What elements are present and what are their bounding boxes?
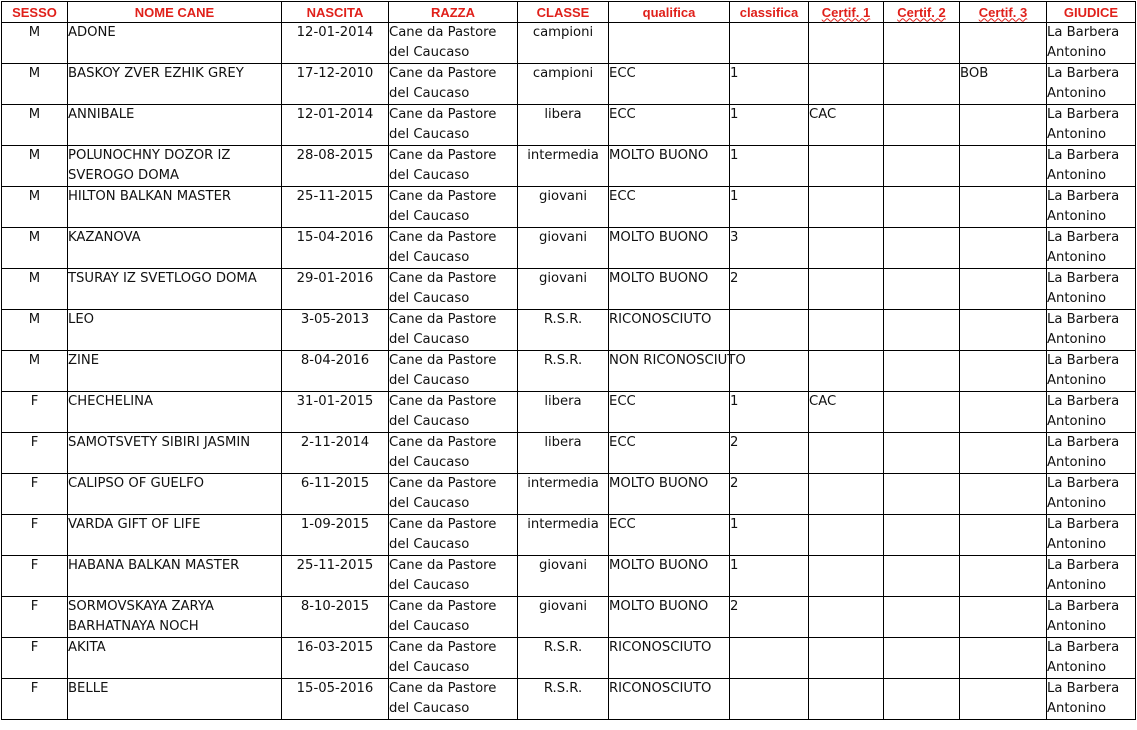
cell-qualifica: MOLTO BUONO xyxy=(609,474,730,515)
cell-razza: Cane da Pastore del Caucaso xyxy=(389,679,518,720)
cell-nascita: 28-08-2015 xyxy=(282,146,389,187)
table-row xyxy=(2,433,1136,474)
cell-giudice: La Barbera Antonino xyxy=(1047,187,1136,228)
cell-nome-cane: AKITA xyxy=(68,638,282,679)
cell-certif-2 xyxy=(884,392,960,433)
cell-giudice: La Barbera Antonino xyxy=(1047,64,1136,105)
cell-qualifica: RICONOSCIUTO xyxy=(609,638,730,679)
cell-certif-1 xyxy=(809,64,884,105)
cell-giudice: La Barbera Antonino xyxy=(1047,146,1136,187)
cell-classe: intermedia xyxy=(518,146,609,187)
cell-certif-3 xyxy=(960,597,1047,638)
cell-sesso: F xyxy=(2,433,68,474)
cell-classifica: 1 xyxy=(730,146,809,187)
cell-qualifica: RICONOSCIUTO xyxy=(609,310,730,351)
cell-classe: campioni xyxy=(518,64,609,105)
cell-certif-3 xyxy=(960,187,1047,228)
cell-sesso: M xyxy=(2,269,68,310)
cell-razza: Cane da Pastore del Caucaso xyxy=(389,638,518,679)
cell-nome-cane: KAZANOVA xyxy=(68,228,282,269)
header-classifica: classifica xyxy=(730,2,809,23)
cell-classifica xyxy=(730,679,809,720)
cell-nascita: 6-11-2015 xyxy=(282,474,389,515)
cell-nascita: 3-05-2013 xyxy=(282,310,389,351)
cell-classifica: 2 xyxy=(730,597,809,638)
cell-razza: Cane da Pastore del Caucaso xyxy=(389,310,518,351)
table-row xyxy=(2,679,1136,720)
header-certif-1: Certif. 1 xyxy=(809,2,884,23)
table-row xyxy=(2,597,1136,638)
cell-sesso: F xyxy=(2,474,68,515)
cell-certif-3 xyxy=(960,433,1047,474)
cell-classe: intermedia xyxy=(518,515,609,556)
cell-sesso: M xyxy=(2,187,68,228)
cell-sesso: M xyxy=(2,23,68,64)
cell-sesso: M xyxy=(2,105,68,146)
cell-sesso: M xyxy=(2,351,68,392)
cell-nascita: 2-11-2014 xyxy=(282,433,389,474)
table-row xyxy=(2,64,1136,105)
cell-classe: intermedia xyxy=(518,474,609,515)
cell-certif-3 xyxy=(960,146,1047,187)
cell-razza: Cane da Pastore del Caucaso xyxy=(389,597,518,638)
cell-giudice: La Barbera Antonino xyxy=(1047,310,1136,351)
cell-certif-1 xyxy=(809,310,884,351)
cell-certif-2 xyxy=(884,269,960,310)
table-row xyxy=(2,392,1136,433)
header-giudice: GIUDICE xyxy=(1047,2,1136,23)
cell-classifica: 2 xyxy=(730,433,809,474)
cell-razza: Cane da Pastore del Caucaso xyxy=(389,433,518,474)
cell-sesso: M xyxy=(2,228,68,269)
cell-certif-3 xyxy=(960,556,1047,597)
cell-giudice: La Barbera Antonino xyxy=(1047,351,1136,392)
cell-nome-cane: BASKOY ZVER EZHIK GREY xyxy=(68,64,282,105)
table-row xyxy=(2,269,1136,310)
cell-certif-3 xyxy=(960,351,1047,392)
header-sesso: SESSO xyxy=(2,2,68,23)
cell-nascita: 31-01-2015 xyxy=(282,392,389,433)
header-certif-2: Certif. 2 xyxy=(884,2,960,23)
cell-classe: libera xyxy=(518,433,609,474)
cell-qualifica: RICONOSCIUTO xyxy=(609,679,730,720)
cell-classifica xyxy=(730,23,809,64)
cell-nome-cane: TSURAY IZ SVETLOGO DOMA xyxy=(68,269,282,310)
table-row xyxy=(2,228,1136,269)
cell-nascita: 29-01-2016 xyxy=(282,269,389,310)
cell-certif-2 xyxy=(884,310,960,351)
table-body xyxy=(2,23,1136,720)
cell-nome-cane: LEO xyxy=(68,310,282,351)
cell-nascita: 17-12-2010 xyxy=(282,64,389,105)
cell-certif-3 xyxy=(960,23,1047,64)
cell-certif-3 xyxy=(960,679,1047,720)
table-row xyxy=(2,105,1136,146)
cell-classifica: 3 xyxy=(730,228,809,269)
cell-qualifica: ECC xyxy=(609,515,730,556)
cell-qualifica: MOLTO BUONO xyxy=(609,556,730,597)
cell-certif-2 xyxy=(884,228,960,269)
cell-sesso: F xyxy=(2,392,68,433)
cell-certif-2 xyxy=(884,351,960,392)
cell-nome-cane: HILTON BALKAN MASTER xyxy=(68,187,282,228)
cell-sesso: M xyxy=(2,64,68,105)
cell-certif-1 xyxy=(809,228,884,269)
cell-nascita: 12-01-2014 xyxy=(282,23,389,64)
cell-certif-1: CAC xyxy=(809,392,884,433)
cell-certif-1 xyxy=(809,638,884,679)
cell-nome-cane: POLUNOCHNY DOZOR IZ SVEROGO DOMA xyxy=(68,146,282,187)
cell-nome-cane: BELLE xyxy=(68,679,282,720)
cell-certif-2 xyxy=(884,638,960,679)
cell-nascita: 8-04-2016 xyxy=(282,351,389,392)
cell-classe: giovani xyxy=(518,556,609,597)
table-row xyxy=(2,351,1136,392)
cell-certif-3: BOB xyxy=(960,64,1047,105)
cell-giudice: La Barbera Antonino xyxy=(1047,105,1136,146)
cell-giudice: La Barbera Antonino xyxy=(1047,556,1136,597)
cell-classe: R.S.R. xyxy=(518,351,609,392)
cell-classe: libera xyxy=(518,392,609,433)
cell-sesso: F xyxy=(2,515,68,556)
cell-qualifica: MOLTO BUONO xyxy=(609,597,730,638)
cell-classifica xyxy=(730,310,809,351)
cell-certif-3 xyxy=(960,310,1047,351)
header-certif-3: Certif. 3 xyxy=(960,2,1047,23)
cell-classifica: 1 xyxy=(730,105,809,146)
cell-razza: Cane da Pastore del Caucaso xyxy=(389,474,518,515)
cell-certif-1 xyxy=(809,597,884,638)
cell-nascita: 25-11-2015 xyxy=(282,187,389,228)
cell-nome-cane: VARDA GIFT OF LIFE xyxy=(68,515,282,556)
cell-certif-2 xyxy=(884,597,960,638)
header-nome-cane: NOME CANE xyxy=(68,2,282,23)
header-classe: CLASSE xyxy=(518,2,609,23)
cell-nascita: 12-01-2014 xyxy=(282,105,389,146)
cell-classe: libera xyxy=(518,105,609,146)
cell-certif-3 xyxy=(960,228,1047,269)
cell-giudice: La Barbera Antonino xyxy=(1047,515,1136,556)
cell-qualifica: ECC xyxy=(609,392,730,433)
cell-qualifica: ECC xyxy=(609,433,730,474)
header-qualifica: qualifica xyxy=(609,2,730,23)
cell-classifica: 1 xyxy=(730,392,809,433)
cell-classifica: 1 xyxy=(730,64,809,105)
cell-certif-2 xyxy=(884,679,960,720)
table-row xyxy=(2,23,1136,64)
cell-nome-cane: CALIPSO OF GUELFO xyxy=(68,474,282,515)
cell-classifica: 2 xyxy=(730,474,809,515)
cell-sesso: M xyxy=(2,310,68,351)
cell-certif-1 xyxy=(809,269,884,310)
cell-nome-cane: HABANA BALKAN MASTER xyxy=(68,556,282,597)
cell-nascita: 16-03-2015 xyxy=(282,638,389,679)
cell-nome-cane: SAMOTSVETY SIBIRI JASMIN xyxy=(68,433,282,474)
cell-giudice: La Barbera Antonino xyxy=(1047,638,1136,679)
cell-classe: campioni xyxy=(518,23,609,64)
cell-certif-1 xyxy=(809,23,884,64)
cell-classifica: 2 xyxy=(730,269,809,310)
cell-razza: Cane da Pastore del Caucaso xyxy=(389,269,518,310)
cell-giudice: La Barbera Antonino xyxy=(1047,433,1136,474)
cell-sesso: F xyxy=(2,556,68,597)
cell-nome-cane: ANNIBALE xyxy=(68,105,282,146)
cell-nascita: 25-11-2015 xyxy=(282,556,389,597)
table-row xyxy=(2,515,1136,556)
cell-nome-cane: SORMOVSKAYA ZARYA BARHATNAYA NOCH xyxy=(68,597,282,638)
cell-qualifica: MOLTO BUONO xyxy=(609,146,730,187)
cell-certif-1 xyxy=(809,433,884,474)
cell-certif-1 xyxy=(809,556,884,597)
cell-giudice: La Barbera Antonino xyxy=(1047,23,1136,64)
cell-classe: giovani xyxy=(518,187,609,228)
cell-certif-1 xyxy=(809,515,884,556)
cell-qualifica: ECC xyxy=(609,187,730,228)
cell-certif-3 xyxy=(960,638,1047,679)
table-header xyxy=(2,2,1136,23)
cell-qualifica: NON RICONOSCIUTO xyxy=(609,351,730,392)
cell-classe: giovani xyxy=(518,228,609,269)
cell-giudice: La Barbera Antonino xyxy=(1047,228,1136,269)
cell-certif-2 xyxy=(884,433,960,474)
cell-qualifica: ECC xyxy=(609,105,730,146)
cell-certif-1: CAC xyxy=(809,105,884,146)
cell-classifica xyxy=(730,638,809,679)
table-row xyxy=(2,187,1136,228)
cell-giudice: La Barbera Antonino xyxy=(1047,392,1136,433)
cell-certif-2 xyxy=(884,64,960,105)
cell-certif-2 xyxy=(884,23,960,64)
cell-certif-1 xyxy=(809,187,884,228)
cell-classifica: 1 xyxy=(730,187,809,228)
cell-nascita: 15-04-2016 xyxy=(282,228,389,269)
cell-certif-1 xyxy=(809,679,884,720)
cell-classe: R.S.R. xyxy=(518,310,609,351)
cell-nome-cane: ZINE xyxy=(68,351,282,392)
cell-certif-1 xyxy=(809,474,884,515)
cell-classe: giovani xyxy=(518,597,609,638)
cell-qualifica: MOLTO BUONO xyxy=(609,228,730,269)
cell-nascita: 1-09-2015 xyxy=(282,515,389,556)
table-row xyxy=(2,146,1136,187)
cell-classe: R.S.R. xyxy=(518,679,609,720)
cell-certif-1 xyxy=(809,146,884,187)
cell-classifica: 1 xyxy=(730,515,809,556)
cell-razza: Cane da Pastore del Caucaso xyxy=(389,228,518,269)
cell-certif-3 xyxy=(960,474,1047,515)
cell-razza: Cane da Pastore del Caucaso xyxy=(389,187,518,228)
cell-certif-3 xyxy=(960,392,1047,433)
table-row xyxy=(2,310,1136,351)
cell-certif-3 xyxy=(960,105,1047,146)
cell-razza: Cane da Pastore del Caucaso xyxy=(389,556,518,597)
cell-sesso: F xyxy=(2,638,68,679)
cell-nome-cane: CHECHELINA xyxy=(68,392,282,433)
cell-razza: Cane da Pastore del Caucaso xyxy=(389,515,518,556)
cell-razza: Cane da Pastore del Caucaso xyxy=(389,105,518,146)
cell-razza: Cane da Pastore del Caucaso xyxy=(389,146,518,187)
table-row xyxy=(2,556,1136,597)
cell-classe: giovani xyxy=(518,269,609,310)
cell-certif-2 xyxy=(884,515,960,556)
cell-giudice: La Barbera Antonino xyxy=(1047,269,1136,310)
cell-razza: Cane da Pastore del Caucaso xyxy=(389,23,518,64)
cell-razza: Cane da Pastore del Caucaso xyxy=(389,351,518,392)
results-table xyxy=(1,1,1136,720)
cell-certif-2 xyxy=(884,187,960,228)
cell-classifica: 1 xyxy=(730,556,809,597)
cell-qualifica xyxy=(609,23,730,64)
cell-razza: Cane da Pastore del Caucaso xyxy=(389,392,518,433)
cell-giudice: La Barbera Antonino xyxy=(1047,679,1136,720)
cell-certif-2 xyxy=(884,556,960,597)
table-row xyxy=(2,474,1136,515)
cell-qualifica: ECC xyxy=(609,64,730,105)
cell-nome-cane: ADONE xyxy=(68,23,282,64)
table-row xyxy=(2,638,1136,679)
cell-sesso: M xyxy=(2,146,68,187)
cell-giudice: La Barbera Antonino xyxy=(1047,597,1136,638)
cell-giudice: La Barbera Antonino xyxy=(1047,474,1136,515)
cell-certif-1 xyxy=(809,351,884,392)
cell-razza: Cane da Pastore del Caucaso xyxy=(389,64,518,105)
header-row xyxy=(2,2,1136,23)
header-nascita: NASCITA xyxy=(282,2,389,23)
cell-classe: R.S.R. xyxy=(518,638,609,679)
cell-sesso: F xyxy=(2,679,68,720)
cell-certif-2 xyxy=(884,474,960,515)
cell-certif-3 xyxy=(960,515,1047,556)
cell-certif-2 xyxy=(884,146,960,187)
header-razza: RAZZA xyxy=(389,2,518,23)
cell-nascita: 15-05-2016 xyxy=(282,679,389,720)
cell-nascita: 8-10-2015 xyxy=(282,597,389,638)
cell-sesso: F xyxy=(2,597,68,638)
cell-certif-2 xyxy=(884,105,960,146)
cell-certif-3 xyxy=(960,269,1047,310)
cell-qualifica: MOLTO BUONO xyxy=(609,269,730,310)
